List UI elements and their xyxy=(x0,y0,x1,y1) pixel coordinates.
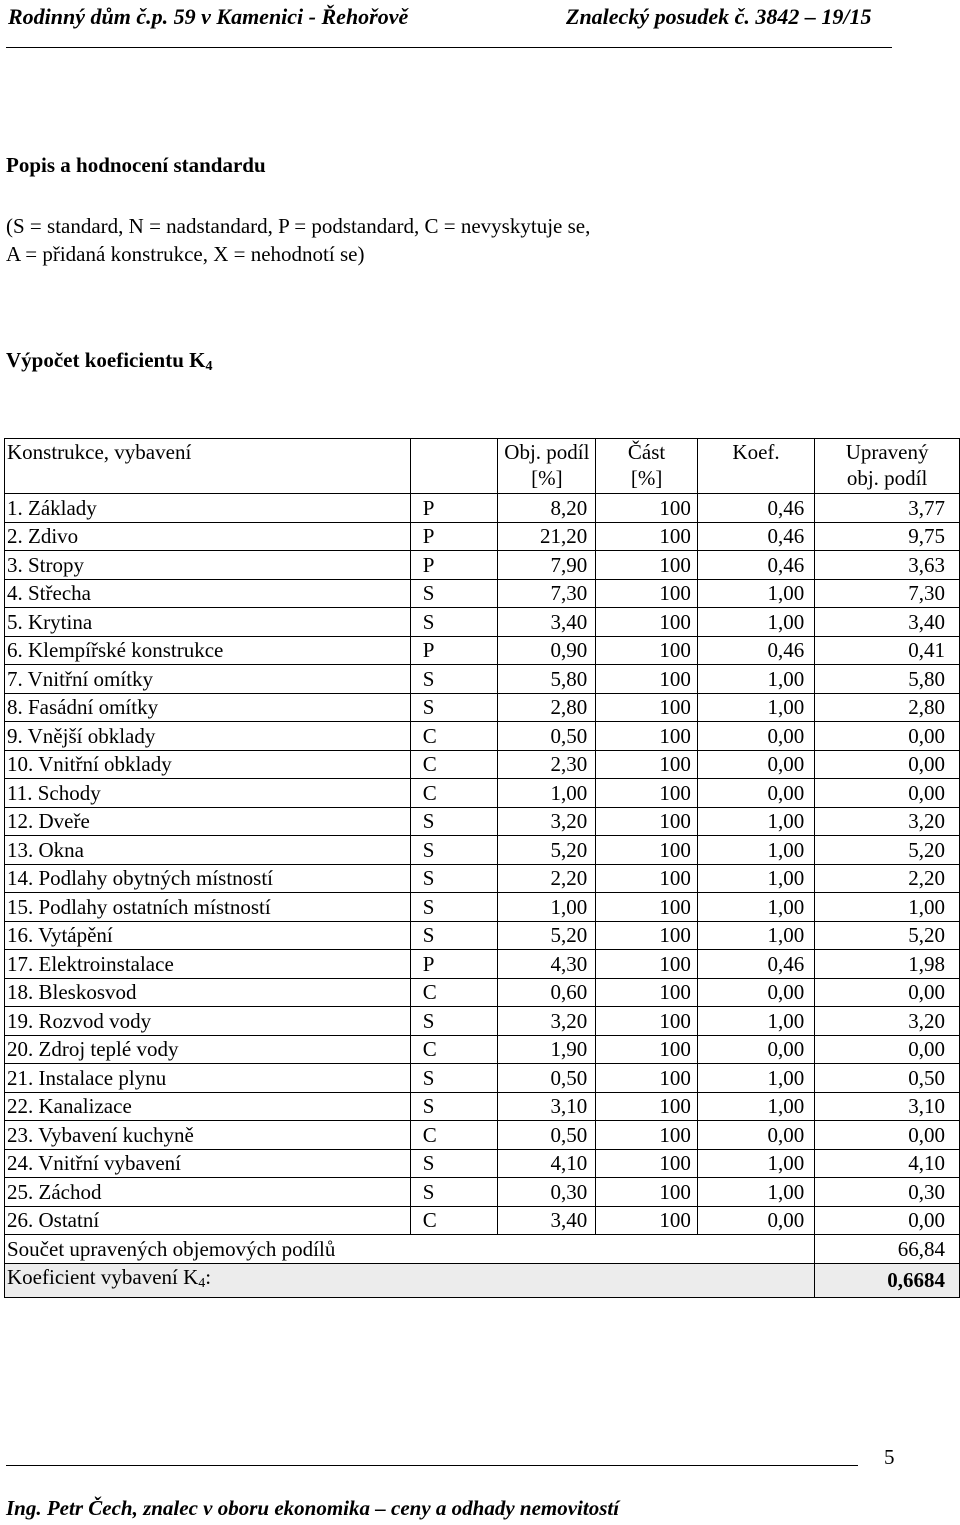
row-part: 100 xyxy=(596,893,698,922)
row-volume-share: 0,50 xyxy=(498,1064,596,1093)
row-part: 100 xyxy=(596,836,698,865)
table-row xyxy=(5,522,960,551)
row-coef: 0,46 xyxy=(697,950,814,979)
table-row xyxy=(5,750,960,779)
row-name: 8. Fasádní omítky xyxy=(5,693,411,722)
row-coef: 0,00 xyxy=(697,1121,814,1150)
row-volume-share: 5,20 xyxy=(498,921,596,950)
row-name: 15. Podlahy ostatních místností xyxy=(5,893,411,922)
table-row xyxy=(5,722,960,751)
row-volume-share: 1,00 xyxy=(498,893,596,922)
row-name: 23. Vybavení kuchyně xyxy=(5,1121,411,1150)
footer-divider xyxy=(6,1465,858,1466)
row-part: 100 xyxy=(596,1178,698,1207)
row-name: 13. Okna xyxy=(5,836,411,865)
standard-table xyxy=(4,438,960,1298)
row-name: 14. Podlahy obytných místností xyxy=(5,864,411,893)
row-part: 100 xyxy=(596,1121,698,1150)
row-adjusted-share: 0,00 xyxy=(815,978,960,1007)
row-part: 100 xyxy=(596,921,698,950)
row-standard: S xyxy=(410,1064,498,1093)
row-coef: 1,00 xyxy=(697,1149,814,1178)
row-standard: S xyxy=(410,608,498,637)
row-coef: 1,00 xyxy=(697,1007,814,1036)
row-adjusted-share: 5,20 xyxy=(815,921,960,950)
table-row xyxy=(5,864,960,893)
row-volume-share: 2,20 xyxy=(498,864,596,893)
row-adjusted-share: 0,30 xyxy=(815,1178,960,1207)
row-standard: S xyxy=(410,665,498,694)
row-coef: 0,46 xyxy=(697,494,814,523)
row-coef: 0,46 xyxy=(697,551,814,580)
table-row xyxy=(5,1035,960,1064)
footer-author: Ing. Petr Čech, znalec v oboru ekonomika – ceny a odhady nemovitostí xyxy=(6,1496,620,1520)
row-name: 12. Dveře xyxy=(5,807,411,836)
row-volume-share: 8,20 xyxy=(498,494,596,523)
table-summary xyxy=(5,1235,960,1298)
row-standard: C xyxy=(410,978,498,1007)
coef-label-subscript: 4 xyxy=(198,1275,206,1291)
header-report-number: Znalecký posudek č. 3842 – 19/15 xyxy=(566,4,872,29)
row-name: 3. Stropy xyxy=(5,551,411,580)
row-part: 100 xyxy=(596,665,698,694)
row-adjusted-share: 5,80 xyxy=(815,665,960,694)
row-adjusted-share: 1,98 xyxy=(815,950,960,979)
row-adjusted-share: 5,20 xyxy=(815,836,960,865)
row-part: 100 xyxy=(596,551,698,580)
calc-title-text: Výpočet koeficientu K xyxy=(6,348,206,372)
row-coef: 1,00 xyxy=(697,864,814,893)
header-standard xyxy=(410,439,498,494)
header-adjusted-line2: obj. podíl xyxy=(846,466,928,490)
row-adjusted-share: 3,20 xyxy=(815,1007,960,1036)
row-part: 100 xyxy=(596,779,698,808)
row-standard: S xyxy=(410,1007,498,1036)
table-row xyxy=(5,1149,960,1178)
row-coef: 0,46 xyxy=(697,636,814,665)
row-volume-share: 4,30 xyxy=(498,950,596,979)
row-part: 100 xyxy=(596,950,698,979)
table-row xyxy=(5,636,960,665)
row-name: 25. Záchod xyxy=(5,1178,411,1207)
row-adjusted-share: 0,00 xyxy=(815,1206,960,1235)
row-standard: S xyxy=(410,1092,498,1121)
table-row xyxy=(5,836,960,865)
coef-value: 0,6684 xyxy=(815,1263,960,1297)
table-row xyxy=(5,1092,960,1121)
row-name: 22. Kanalizace xyxy=(5,1092,411,1121)
row-coef: 1,00 xyxy=(697,1092,814,1121)
table-row xyxy=(5,807,960,836)
page-number: 5 xyxy=(884,1445,895,1469)
header-adjusted-line1: Upravený xyxy=(845,440,929,464)
sum-row xyxy=(5,1235,960,1264)
table-row xyxy=(5,921,960,950)
row-part: 100 xyxy=(596,750,698,779)
header-part-line2: [%] xyxy=(630,466,663,490)
row-name: 2. Zdivo xyxy=(5,522,411,551)
row-standard: S xyxy=(410,1149,498,1178)
row-volume-share: 1,90 xyxy=(498,1035,596,1064)
coef-row xyxy=(5,1263,960,1297)
row-coef: 1,00 xyxy=(697,1064,814,1093)
row-standard: S xyxy=(410,921,498,950)
row-name: 20. Zdroj teplé vody xyxy=(5,1035,411,1064)
row-coef: 1,00 xyxy=(697,665,814,694)
row-standard: P xyxy=(410,950,498,979)
row-volume-share: 3,20 xyxy=(498,1007,596,1036)
row-name: 16. Vytápění xyxy=(5,921,411,950)
row-adjusted-share: 0,00 xyxy=(815,1121,960,1150)
row-adjusted-share: 7,30 xyxy=(815,579,960,608)
calc-title-subscript: 4 xyxy=(205,359,213,374)
row-coef: 1,00 xyxy=(697,836,814,865)
row-standard: C xyxy=(410,750,498,779)
row-volume-share: 3,40 xyxy=(498,1206,596,1235)
row-part: 100 xyxy=(596,1035,698,1064)
row-name: 26. Ostatní xyxy=(5,1206,411,1235)
row-volume-share: 0,30 xyxy=(498,1178,596,1207)
sum-label: Součet upravených objemových podílů xyxy=(5,1235,815,1264)
row-standard: S xyxy=(410,579,498,608)
table-row xyxy=(5,608,960,637)
row-coef: 0,00 xyxy=(697,722,814,751)
row-volume-share: 4,10 xyxy=(498,1149,596,1178)
row-adjusted-share: 0,00 xyxy=(815,1035,960,1064)
header-divider xyxy=(6,47,892,48)
table-row xyxy=(5,950,960,979)
row-name: 17. Elektroinstalace xyxy=(5,950,411,979)
row-volume-share: 0,60 xyxy=(498,978,596,1007)
row-volume-share: 3,40 xyxy=(498,608,596,637)
row-part: 100 xyxy=(596,494,698,523)
coef-label-text: Koeficient vybavení K xyxy=(7,1264,199,1289)
header-adjusted xyxy=(815,439,960,494)
table-row xyxy=(5,665,960,694)
calc-title xyxy=(6,348,212,375)
row-standard: S xyxy=(410,893,498,922)
row-adjusted-share: 3,77 xyxy=(815,494,960,523)
row-part: 100 xyxy=(596,1206,698,1235)
row-name: 9. Vnější obklady xyxy=(5,722,411,751)
legend-line-1: (S = standard, N = nadstandard, P = podstandard, C = nevyskytuje se, xyxy=(6,214,591,238)
row-coef: 0,00 xyxy=(697,1206,814,1235)
row-adjusted-share: 3,40 xyxy=(815,608,960,637)
row-adjusted-share: 3,63 xyxy=(815,551,960,580)
row-part: 100 xyxy=(596,522,698,551)
row-volume-share: 1,00 xyxy=(498,779,596,808)
sum-value: 66,84 xyxy=(815,1235,960,1264)
row-part: 100 xyxy=(596,608,698,637)
row-standard: C xyxy=(410,722,498,751)
row-standard: P xyxy=(410,551,498,580)
row-name: 18. Bleskosvod xyxy=(5,978,411,1007)
row-adjusted-share: 3,20 xyxy=(815,807,960,836)
row-part: 100 xyxy=(596,1149,698,1178)
row-name: 21. Instalace plynu xyxy=(5,1064,411,1093)
row-part: 100 xyxy=(596,693,698,722)
row-standard: P xyxy=(410,494,498,523)
row-volume-share: 21,20 xyxy=(498,522,596,551)
row-standard: C xyxy=(410,1035,498,1064)
row-volume-share: 3,20 xyxy=(498,807,596,836)
row-coef: 0,46 xyxy=(697,522,814,551)
row-coef: 1,00 xyxy=(697,693,814,722)
row-name: 7. Vnitřní omítky xyxy=(5,665,411,694)
row-adjusted-share: 1,00 xyxy=(815,893,960,922)
row-coef: 1,00 xyxy=(697,1178,814,1207)
row-coef: 0,00 xyxy=(697,779,814,808)
row-standard: S xyxy=(410,864,498,893)
table-row xyxy=(5,1064,960,1093)
coef-label-suffix: : xyxy=(205,1264,212,1289)
row-coef: 1,00 xyxy=(697,579,814,608)
table-row xyxy=(5,1206,960,1235)
row-part: 100 xyxy=(596,978,698,1007)
row-coef: 0,00 xyxy=(697,978,814,1007)
row-volume-share: 3,10 xyxy=(498,1092,596,1121)
row-adjusted-share: 0,00 xyxy=(815,779,960,808)
row-coef: 0,00 xyxy=(697,750,814,779)
row-name: 4. Střecha xyxy=(5,579,411,608)
row-coef: 1,00 xyxy=(697,807,814,836)
header-volume-share-line2: [%] xyxy=(531,466,563,490)
header-document-title: Rodinný dům č.p. 59 v Kamenici - Řehořově xyxy=(8,4,409,29)
table-row xyxy=(5,1121,960,1150)
row-part: 100 xyxy=(596,1007,698,1036)
row-name: 5. Krytina xyxy=(5,608,411,637)
row-adjusted-share: 0,50 xyxy=(815,1064,960,1093)
row-adjusted-share: 0,41 xyxy=(815,636,960,665)
row-coef: 1,00 xyxy=(697,893,814,922)
table-row xyxy=(5,1007,960,1036)
table-row xyxy=(5,579,960,608)
row-coef: 1,00 xyxy=(697,608,814,637)
header-volume-share xyxy=(498,439,596,494)
row-part: 100 xyxy=(596,864,698,893)
table-header-row xyxy=(5,439,960,494)
legend-line-2: A = přidaná konstrukce, X = nehodnotí se) xyxy=(6,242,365,266)
row-name: 6. Klempířské konstrukce xyxy=(5,636,411,665)
row-standard: S xyxy=(410,693,498,722)
row-volume-share: 0,50 xyxy=(498,1121,596,1150)
header-construction: Konstrukce, vybavení xyxy=(5,439,411,494)
table-row xyxy=(5,1178,960,1207)
row-adjusted-share: 9,75 xyxy=(815,522,960,551)
row-part: 100 xyxy=(596,579,698,608)
row-name: 1. Základy xyxy=(5,494,411,523)
row-name: 19. Rozvod vody xyxy=(5,1007,411,1036)
row-adjusted-share: 4,10 xyxy=(815,1149,960,1178)
standard-table-body xyxy=(5,439,960,1235)
row-adjusted-share: 2,20 xyxy=(815,864,960,893)
row-volume-share: 0,50 xyxy=(498,722,596,751)
header-coef: Koef. xyxy=(697,439,814,494)
table-row xyxy=(5,779,960,808)
row-coef: 0,00 xyxy=(697,1035,814,1064)
row-volume-share: 5,80 xyxy=(498,665,596,694)
row-volume-share: 0,90 xyxy=(498,636,596,665)
row-part: 100 xyxy=(596,636,698,665)
section-title: Popis a hodnocení standardu xyxy=(6,153,266,177)
row-standard: C xyxy=(410,1206,498,1235)
row-standard: P xyxy=(410,636,498,665)
row-standard: C xyxy=(410,779,498,808)
header-volume-share-line1: Obj. podíl xyxy=(504,440,590,464)
row-adjusted-share: 3,10 xyxy=(815,1092,960,1121)
table-row xyxy=(5,693,960,722)
row-name: 10. Vnitřní obklady xyxy=(5,750,411,779)
table-row xyxy=(5,978,960,1007)
row-part: 100 xyxy=(596,1092,698,1121)
row-volume-share: 2,80 xyxy=(498,693,596,722)
row-part: 100 xyxy=(596,722,698,751)
row-name: 11. Schody xyxy=(5,779,411,808)
row-standard: S xyxy=(410,1178,498,1207)
row-part: 100 xyxy=(596,1064,698,1093)
row-standard: S xyxy=(410,807,498,836)
row-volume-share: 5,20 xyxy=(498,836,596,865)
table-row xyxy=(5,551,960,580)
row-volume-share: 7,30 xyxy=(498,579,596,608)
row-adjusted-share: 0,00 xyxy=(815,750,960,779)
row-coef: 1,00 xyxy=(697,921,814,950)
row-part: 100 xyxy=(596,807,698,836)
row-adjusted-share: 2,80 xyxy=(815,693,960,722)
row-name: 24. Vnitřní vybavení xyxy=(5,1149,411,1178)
coef-label xyxy=(5,1263,815,1297)
row-standard: C xyxy=(410,1121,498,1150)
row-standard: P xyxy=(410,522,498,551)
header-part-line1: Část xyxy=(627,440,666,464)
row-volume-share: 2,30 xyxy=(498,750,596,779)
table-row xyxy=(5,893,960,922)
table-row xyxy=(5,494,960,523)
header-part xyxy=(596,439,698,494)
row-volume-share: 7,90 xyxy=(498,551,596,580)
row-adjusted-share: 0,00 xyxy=(815,722,960,751)
row-standard: S xyxy=(410,836,498,865)
